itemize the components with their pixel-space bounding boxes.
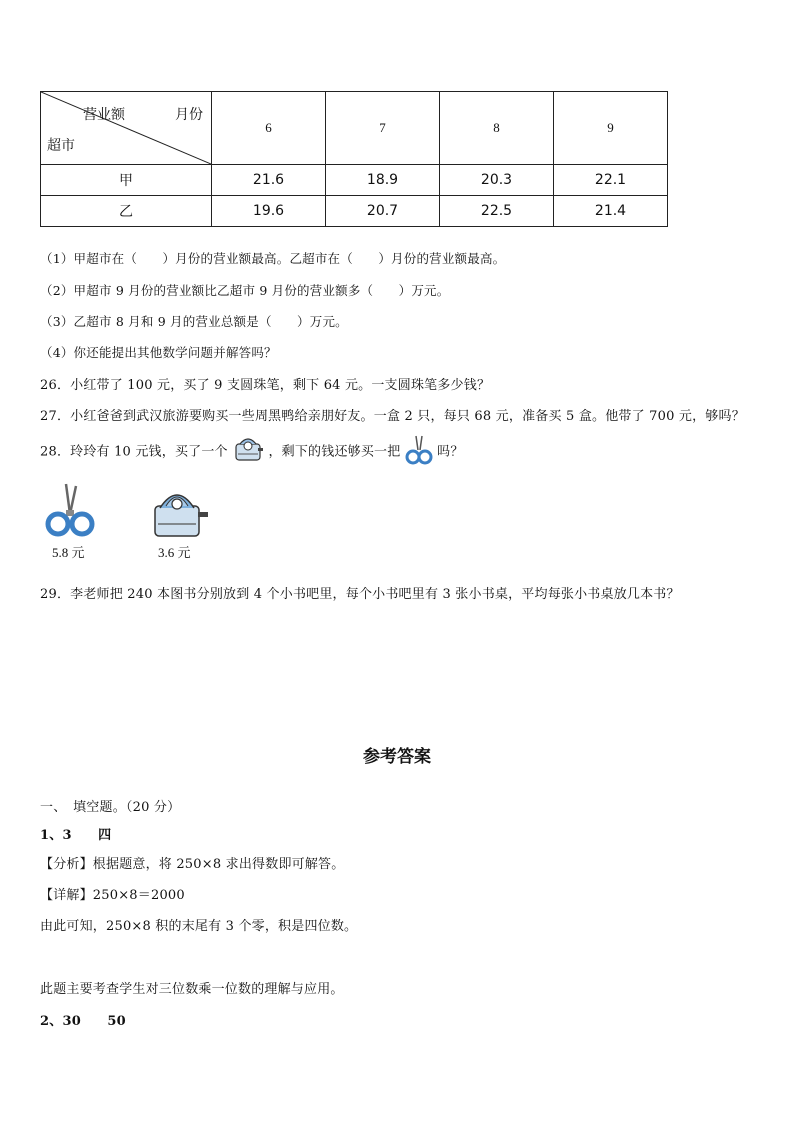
table-cell: 19.6 (212, 196, 326, 227)
sharpener-icon (150, 486, 210, 542)
month-6: 6 (212, 92, 326, 165)
table-cell: 22.1 (554, 165, 668, 196)
sharpener-price: 3.6 元 (158, 545, 191, 560)
question-28-part2: ，剩下的钱还够买一把 (268, 444, 401, 460)
month-9: 9 (554, 92, 668, 165)
header-revenue: 营业额 (83, 107, 125, 123)
answers-title: 参考答案 (363, 747, 431, 767)
sharpener-picture (150, 486, 210, 546)
table-row (41, 196, 668, 227)
question-28-part1: 28．玲玲有 10 元钱，买了一个 (40, 444, 228, 460)
answer-note: 此题主要考查学生对三位数乘一位数的理解与应用。 (40, 982, 344, 997)
month-8: 8 (440, 92, 554, 165)
row-label-yi: 乙 (41, 196, 212, 227)
scissors-icon (405, 434, 433, 470)
table-header-row (41, 92, 668, 165)
question-29: 29．李老师把 240 本图书分别放到 4 个小书吧里，每个小书吧里有 3 张小书桌，平均每张小书桌放几本书？ (40, 587, 680, 602)
answer-analysis: 【分析】根据题意，将 250×8 求出得数即可解答。 (40, 857, 345, 872)
row-label-jia: 甲 (41, 165, 212, 196)
answer-1: 1、3 四 (40, 828, 112, 843)
answer-2: 2、30 50 (40, 1014, 126, 1029)
sub-question-2: （2）甲超市 9 月份的营业额比乙超市 9 月份的营业额多（ ）万元。 (40, 283, 450, 298)
scissors-icon (44, 482, 96, 540)
question-26: 26．小红带了 100 元，买了 9 支圆珠笔，剩下 64 元。一支圆珠笔多少钱？ (40, 378, 491, 393)
scissors-picture (44, 482, 96, 544)
question-28-part3: 吗？ (437, 444, 464, 460)
header-month: 月份 (175, 107, 203, 123)
sub-question-3: （3）乙超市 8 月和 9 月的营业总额是（ ）万元。 (40, 314, 348, 329)
header-market: 超市 (47, 138, 75, 154)
sales-table (40, 91, 668, 227)
table-cell: 21.6 (212, 165, 326, 196)
table-cell: 18.9 (326, 165, 440, 196)
answers-section: 一、 填空题。（20 分） (40, 800, 181, 815)
table-row (41, 165, 668, 196)
answer-detail: 【详解】250×8＝2000 (40, 888, 185, 903)
month-7: 7 (326, 92, 440, 165)
answer-conclusion: 由此可知，250×8 积的末尾有 3 个零，积是四位数。 (40, 919, 358, 934)
question-28 (40, 434, 464, 470)
table-cell: 20.7 (326, 196, 440, 227)
sharpener-icon (232, 434, 264, 470)
scissors-price: 5.8 元 (52, 545, 85, 560)
table-cell: 20.3 (440, 165, 554, 196)
table-cell: 21.4 (554, 196, 668, 227)
question-27: 27．小红爸爸到武汉旅游要购买一些周黑鸭给亲朋好友。一盒 2 只，每只 68 元，准备买 5 盒。他带了 700 元，够吗？ (40, 409, 745, 424)
sub-question-1: （1）甲超市在（ ）月份的营业额最高。乙超市在（ ）月份的营业额最高。 (40, 251, 506, 266)
table-cell: 22.5 (440, 196, 554, 227)
sub-question-4: （4）你还能提出其他数学问题并解答吗？ (40, 345, 277, 360)
diagonal-header-cell (41, 92, 212, 165)
